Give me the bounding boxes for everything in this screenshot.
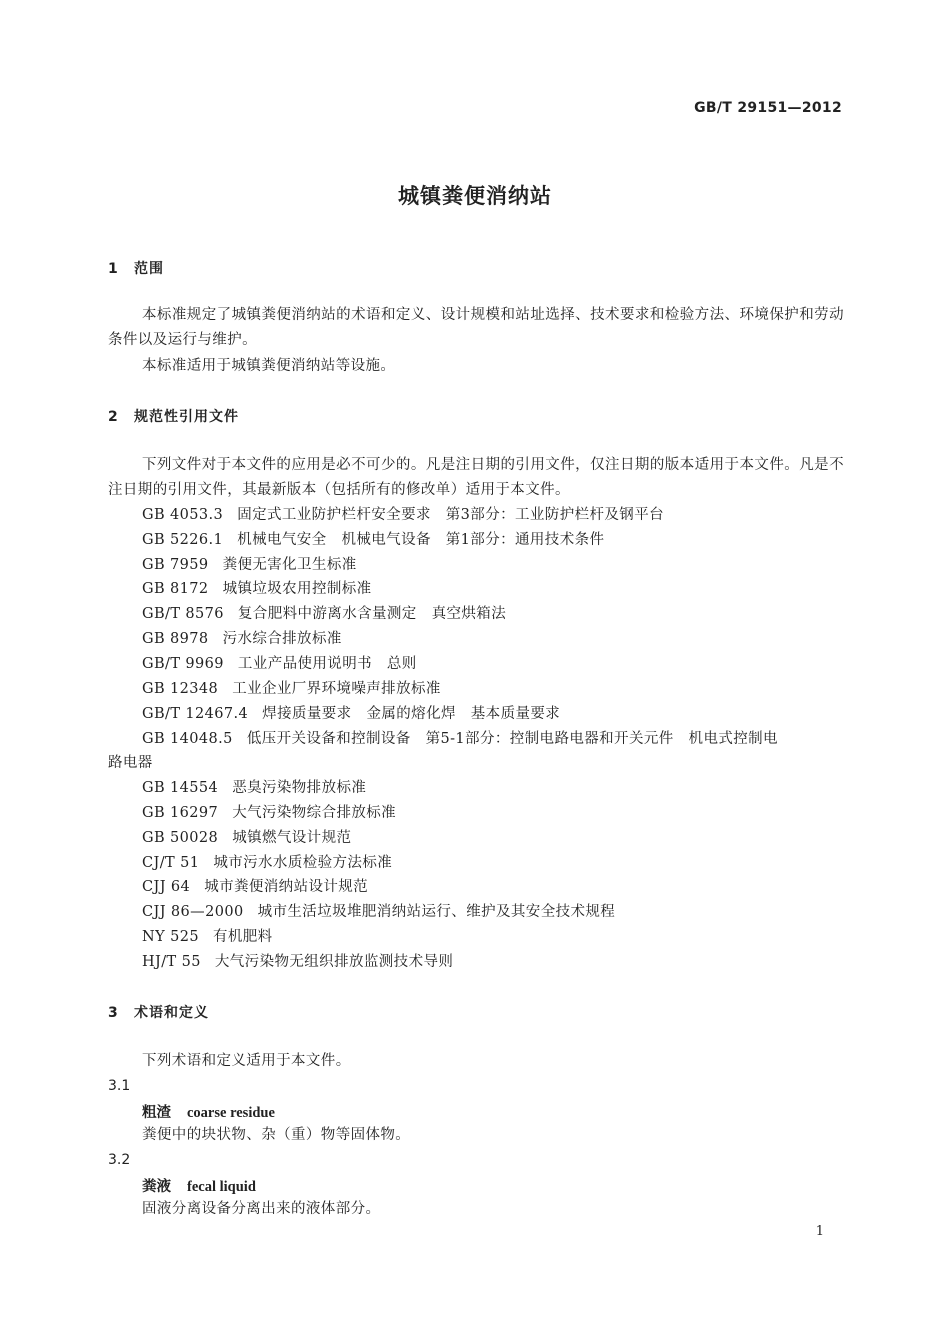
reference-code: GB/T 12467.4 [142, 706, 249, 722]
section-heading-terms [108, 1002, 209, 1022]
reference-title: 城镇垃圾农用控制标准 [222, 581, 372, 597]
reference-item [142, 927, 273, 947]
reference-code: GB 7959 [142, 557, 209, 573]
section-number: 2 [108, 409, 119, 425]
reference-title: 工业产品使用说明书 总则 [237, 656, 417, 672]
reference-title: 粪便无害化卫生标准 [222, 557, 357, 573]
reference-item [142, 952, 453, 972]
reference-item [142, 604, 506, 624]
reference-title: 污水综合排放标准 [222, 631, 342, 647]
terms-intro: 下列术语和定义适用于本文件。 [142, 1053, 351, 1069]
section-heading-normative [108, 406, 239, 426]
reference-code: GB 16297 [142, 805, 219, 821]
clause-number: 3.1 [108, 1078, 131, 1094]
reference-item [142, 803, 396, 823]
scope-paragraph-1: 本标准规定了城镇粪便消纳站的术语和定义、设计规模和站址选择、技术要求和检验方法、环境保护和劳动条件以及运行与维护。 [108, 307, 844, 348]
scope-paragraph-2: 本标准适用于城镇粪便消纳站等设施。 [142, 358, 396, 374]
reference-item [142, 505, 664, 525]
reference-title: 城市生活垃圾堆肥消纳站运行、维护及其安全技术规程 [257, 904, 616, 920]
reference-code: CJJ 64 [142, 879, 191, 895]
section-number: 1 [108, 261, 119, 277]
reference-title: 焊接质量要求 金属的熔化焊 基本质量要求 [262, 706, 561, 722]
reference-title: 大气污染物无组织排放监测技术导则 [214, 954, 454, 970]
reference-code: GB/T 9969 [142, 656, 224, 672]
reference-item [142, 778, 366, 798]
reference-title: 城镇燃气设计规范 [232, 830, 352, 846]
reference-code: NY 525 [142, 929, 199, 945]
reference-title: 大气污染物综合排放标准 [232, 805, 397, 821]
reference-title: 有机肥料 [212, 929, 273, 945]
reference-code: CJ/T 51 [142, 855, 200, 871]
reference-code: CJJ 86—2000 [142, 904, 244, 920]
reference-item [142, 828, 351, 848]
reference-item [142, 853, 392, 873]
term-entry [142, 1101, 275, 1122]
normative-intro: 下列文件对于本文件的应用是必不可少的。凡是注日期的引用文件，仅注日期的版本适用于本文件。凡是不注日期的引用文件，其最新版本（包括所有的修改单）适用于本文件。 [108, 457, 844, 498]
reference-item [142, 629, 342, 649]
term-definition: 粪便中的块状物、杂（重）物等固体物。 [142, 1127, 411, 1143]
reference-code: GB/T 8576 [142, 606, 224, 622]
standard-code: GB/T 29151—2012 [694, 100, 842, 116]
reference-code: GB 8978 [142, 631, 209, 647]
reference-code: GB 14554 [142, 780, 219, 796]
section-title: 规范性引用文件 [134, 409, 239, 425]
reference-title: 机械电气安全 机械电气设备 第1部分：通用技术条件 [237, 532, 605, 548]
document-title: 城镇粪便消纳站 [398, 184, 552, 208]
term-english: fecal liquid [187, 1179, 256, 1195]
reference-item [142, 679, 441, 699]
reference-title: 低压开关设备和控制设备 第5-1部分：控制电路电器和开关元件 机电式控制电 [246, 731, 778, 747]
reference-item [142, 654, 417, 674]
reference-title: 工业企业厂界环境噪声排放标准 [232, 681, 441, 697]
reference-title: 固定式工业防护栏杆安全要求 第3部分：工业防护栏杆及钢平台 [237, 507, 665, 523]
reference-item [142, 902, 615, 922]
reference-code: GB 12348 [142, 681, 219, 697]
reference-item [142, 555, 357, 575]
reference-item [142, 704, 560, 724]
reference-item [142, 579, 372, 599]
reference-title: 城市污水水质检验方法标准 [213, 855, 393, 871]
reference-code: GB 4053.3 [142, 507, 224, 523]
clause-number: 3.2 [108, 1152, 131, 1168]
term-definition: 固液分离设备分离出来的液体部分。 [142, 1201, 381, 1217]
reference-item [142, 530, 604, 550]
section-title: 术语和定义 [134, 1005, 209, 1021]
section-heading-scope [108, 258, 164, 278]
reference-title: 复合肥料中游离水含量测定 真空烘箱法 [237, 606, 507, 622]
reference-item [142, 729, 778, 749]
reference-title: 恶臭污染物排放标准 [232, 780, 367, 796]
term-english: coarse residue [187, 1105, 275, 1121]
reference-code: GB 5226.1 [142, 532, 224, 548]
reference-item [142, 877, 368, 897]
term-chinese: 粪液 [142, 1178, 171, 1195]
section-number: 3 [108, 1005, 119, 1021]
reference-title: 城市粪便消纳站设计规范 [204, 879, 369, 895]
reference-code: GB 50028 [142, 830, 219, 846]
section-title: 范围 [134, 261, 164, 277]
reference-code: GB 8172 [142, 581, 209, 597]
reference-title-continued: 路电器 [108, 755, 153, 771]
reference-code: HJ/T 55 [142, 954, 201, 970]
term-chinese: 粗渣 [142, 1104, 171, 1121]
page-number: 1 [815, 1224, 824, 1239]
term-entry [142, 1175, 256, 1196]
reference-code: GB 14048.5 [142, 731, 233, 747]
